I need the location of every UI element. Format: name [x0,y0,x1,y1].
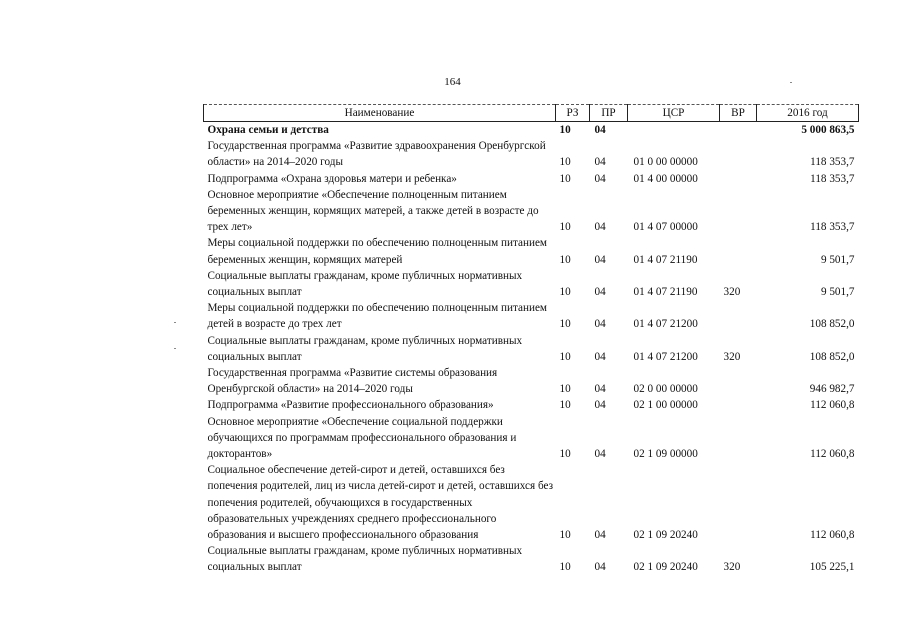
row-name: Подпрограмма «Развитие профессионального образования» [207,399,494,412]
row-csr: 02 0 00 00000 [633,383,698,396]
row-rz: 10 [559,561,571,574]
row-csr: 02 1 00 00000 [633,399,698,412]
row-vr: 320 [723,350,741,363]
row-vr [720,300,757,332]
row-name: Подпрограмма «Охрана здоровья матери и ребенка» [207,172,457,185]
row-csr: 01 4 07 21200 [633,350,698,363]
table-header-row [204,105,859,122]
row-amount: 112 060,8 [810,399,855,412]
row-pr: 04 [594,124,606,136]
header-vr: ВР [720,105,757,122]
row-pr: 04 [594,448,606,461]
row-rz: 10 [559,253,571,266]
row-rz: 10 [559,221,571,234]
table-row [204,365,859,397]
row-vr [720,397,757,413]
row-name: Социальное обеспечение детей-сирот и детей, оставшихся без попечения родителей, лиц из числа детей-сирот и детей, оставшихся без попечения родителей, обучающихся в государственных образовательных учреждениях среднего профессионального образования и высшего профессионального образования [207,464,554,542]
row-amount: 105 225,1 [809,561,855,574]
row-amount: 946 982,7 [809,383,855,396]
table-body [204,122,859,576]
table-row [204,268,859,300]
row-pr: 04 [594,561,606,574]
row-vr [720,235,757,267]
table-row [204,333,859,365]
table-row [204,122,859,139]
row-csr: 01 4 07 21200 [633,318,698,331]
table-row [204,138,859,170]
header-csr: ЦСР [628,105,720,122]
row-csr: 01 4 07 00000 [633,221,698,234]
row-name: Социальные выплаты гражданам, кроме публичных нормативных социальных выплат [207,545,523,574]
row-rz: 10 [559,448,571,461]
row-amount: 118 353,7 [810,221,855,234]
header-name: Наименование [204,105,556,122]
row-amount: 9 501,7 [820,286,855,299]
header-rz: РЗ [556,105,590,122]
row-amount: 118 353,7 [810,156,855,169]
table-row [204,187,859,236]
row-name: Охрана семьи и детства [207,124,329,136]
row-pr: 04 [594,253,606,266]
row-name: Меры социальной поддержки по обеспечению полноценным питанием беременных женщин, кормящих матерей [207,237,547,266]
row-rz: 10 [559,383,571,396]
row-amount: 5 000 863,5 [801,124,855,136]
row-csr [628,122,720,139]
margin-mark [174,322,176,323]
budget-table [203,104,859,576]
row-amount: 112 060,8 [810,448,855,461]
row-rz: 10 [559,286,571,299]
row-amount: 118 353,7 [810,172,855,185]
row-pr: 04 [594,529,606,542]
row-rz: 10 [559,172,571,185]
row-vr [720,365,757,397]
row-vr [720,187,757,236]
table-row [204,235,859,267]
row-pr: 04 [594,172,606,185]
header-year: 2016 год [757,105,859,122]
row-csr: 01 0 00 00000 [633,156,698,169]
row-pr: 04 [594,383,606,396]
row-csr: 01 4 07 21190 [633,253,698,266]
row-pr: 04 [594,318,606,331]
row-name: Социальные выплаты гражданам, кроме публичных нормативных социальных выплат [207,334,523,363]
margin-mark [790,82,792,83]
row-csr: 01 4 00 00000 [633,172,698,185]
row-vr: 320 [723,286,741,299]
table-row [204,171,859,187]
row-rz: 10 [559,318,571,331]
row-pr: 04 [594,350,606,363]
row-vr [720,138,757,170]
row-rz: 10 [559,156,571,169]
row-csr: 02 1 09 20240 [633,529,698,542]
row-csr: 01 4 07 21190 [633,286,698,299]
row-vr [720,462,757,543]
row-vr [720,414,757,463]
row-rz: 10 [559,399,571,412]
row-name: Меры социальной поддержки по обеспечению полноценным питанием детей в возрасте до трех лет [207,302,547,331]
row-csr: 02 1 09 20240 [633,561,698,574]
row-pr: 04 [594,156,606,169]
row-amount: 108 852,0 [809,318,855,331]
row-name: Государственная программа «Развитие системы образования Оренбургской области» на 2014–2020 годы [207,367,498,396]
margin-mark [174,348,176,349]
table-row [204,543,859,575]
page-number: 164 [444,76,461,88]
row-vr [720,122,757,139]
row-csr: 02 1 09 00000 [633,448,698,461]
table-row [204,397,859,413]
row-name: Основное мероприятие «Обеспечение социальной поддержки обучающихся по программам профессионального образования и докторантов» [207,415,517,461]
row-amount: 9 501,7 [820,253,855,266]
table-row [204,414,859,463]
row-rz: 10 [559,529,571,542]
row-name: Государственная программа «Развитие здравоохранения Оренбургской области» на 2014–2020 годы [207,140,546,169]
row-name: Социальные выплаты гражданам, кроме публичных нормативных социальных выплат [207,269,523,299]
row-name: Основное мероприятие «Обеспечение полноценным питанием беременных женщин, кормящих матерей, а также детей в возрасте до трех лет» [207,188,539,234]
row-pr: 04 [594,221,606,234]
row-amount: 112 060,8 [810,529,855,542]
table-row [204,300,859,332]
header-pr: ПР [590,105,628,122]
table-row [204,462,859,543]
row-vr [720,171,757,187]
row-pr: 04 [594,286,606,299]
row-pr: 04 [594,399,606,412]
row-rz: 10 [559,124,571,136]
row-vr: 320 [723,561,741,574]
row-amount: 108 852,0 [809,350,855,363]
row-rz: 10 [559,350,571,363]
